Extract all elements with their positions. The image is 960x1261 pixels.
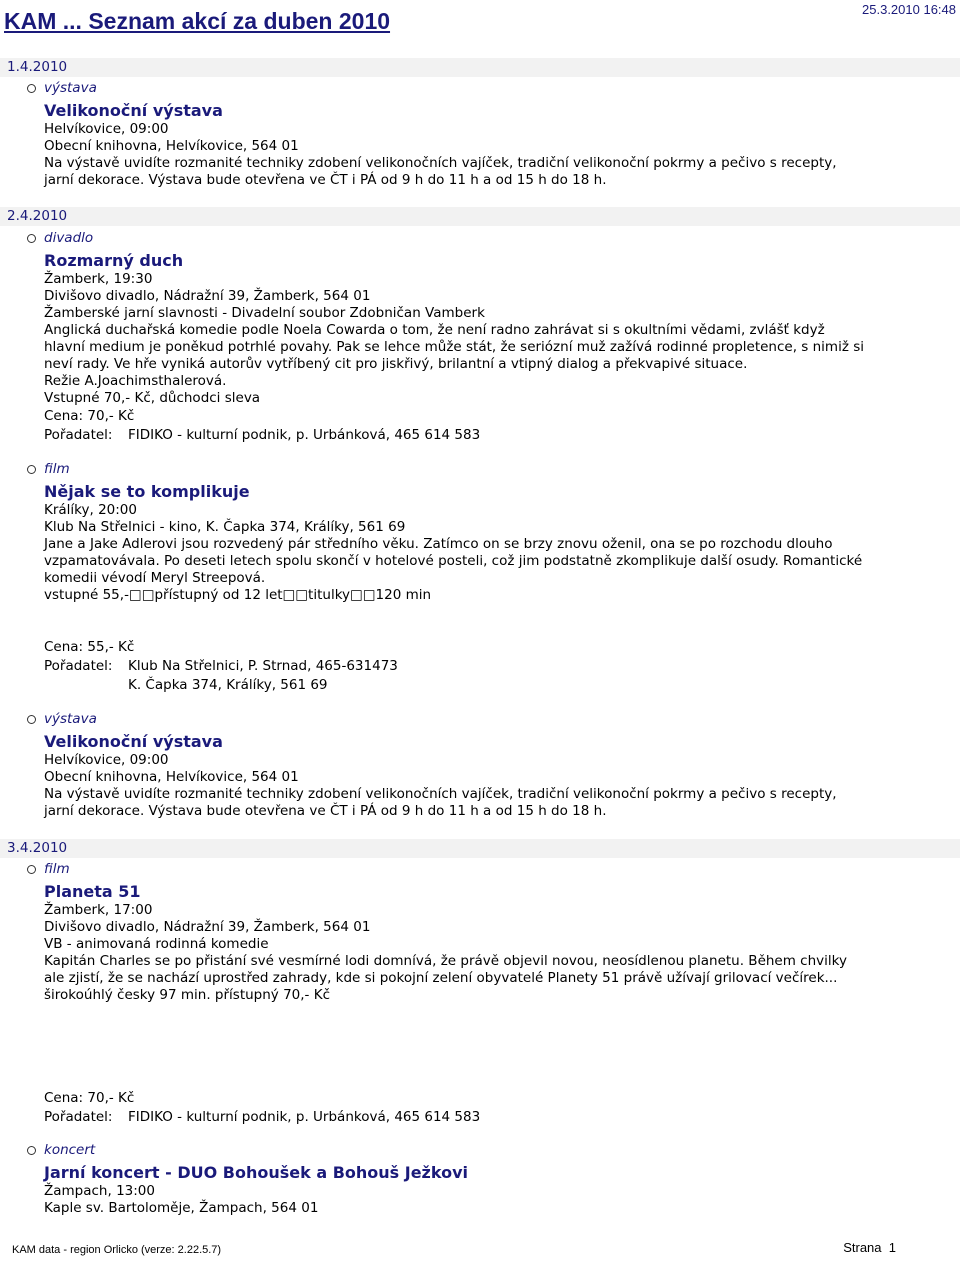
event-description: neví rady. Ve hře vyniká autorův vytříbený cit pro jiskřivý, brilantní a vtipný dialog a překvapivé situace. xyxy=(44,356,748,372)
page-indicator xyxy=(843,1240,896,1255)
event-venue: Obecní knihovna, Helvíkovice, 564 01 xyxy=(44,769,299,785)
event-category: divadlo xyxy=(44,230,94,246)
event-price: Cena: 55,- Kč xyxy=(44,639,135,655)
event-category: výstava xyxy=(44,80,97,96)
circle-bullet-icon xyxy=(27,84,36,93)
event-description: Žamberské jarní slavnosti - Divadelní soubor Zdobničan Vamberk xyxy=(44,305,485,321)
day-section xyxy=(0,207,960,226)
event-place-time: Helvíkovice, 09:00 xyxy=(44,121,169,137)
event-category: výstava xyxy=(44,711,97,727)
organizer-value: FIDIKO - kulturní podnik, p. Urbánková, 465 614 583 xyxy=(128,1109,481,1125)
event-title: Rozmarný duch xyxy=(44,251,184,270)
event-venue: Divišovo divadlo, Nádražní 39, Žamberk, 564 01 xyxy=(44,919,371,935)
organizer-label: Pořadatel: xyxy=(44,658,113,674)
event-place-time: Žamberk, 17:00 xyxy=(44,902,153,918)
event-category: koncert xyxy=(44,1142,96,1158)
day-section xyxy=(0,839,960,858)
circle-bullet-icon xyxy=(27,715,36,724)
day-header: 2.4.2010 xyxy=(0,207,960,226)
organizer-address: K. Čapka 374, Králíky, 561 69 xyxy=(128,677,328,693)
event-place-time: Žamberk, 19:30 xyxy=(44,271,153,287)
event-description: Jane a Jake Adlerovi jsou rozvedený pár středního věku. Zatímco on se brzy znovu oženil, ona se po rozchodu dlouho xyxy=(44,536,833,552)
event-price: Cena: 70,- Kč xyxy=(44,1090,135,1106)
event-venue: Obecní knihovna, Helvíkovice, 564 01 xyxy=(44,138,299,154)
event-description: Kapitán Charles se po přistání své vesmírné lodi domnívá, že právě objevil novou, neosídlenou planetu. Během chvilky xyxy=(44,953,847,969)
event-description: hlavní medium je poněkud potrhlé povahy. Pak se lehce může stát, že seriózní muž zažívá rodinné propletence, s nimiž si xyxy=(44,339,864,355)
event-place-time: Králíky, 20:00 xyxy=(44,502,137,518)
event-venue: Divišovo divadlo, Nádražní 39, Žamberk, 564 01 xyxy=(44,288,371,304)
organizer-label: Pořadatel: xyxy=(44,427,113,443)
event-price: Cena: 70,- Kč xyxy=(44,408,135,424)
event-description: Na výstavě uvidíte rozmanité techniky zdobení velikonočních vajíček, tradiční velikonoční pokrmy a pečivo s recepty, xyxy=(44,155,837,171)
event-description: jarní dekorace. Výstava bude otevřena ve ČT i PÁ od 9 h do 11 h a od 15 h do 18 h. xyxy=(44,803,607,819)
event-description: Vstupné 70,- Kč, důchodci sleva xyxy=(44,390,261,406)
circle-bullet-icon xyxy=(27,1146,36,1155)
circle-bullet-icon xyxy=(27,865,36,874)
event-description: širokoúhlý česky 97 min. přístupný 70,- Kč xyxy=(44,987,330,1003)
event-title: Velikonoční výstava xyxy=(44,101,223,120)
event-place-time: Žampach, 13:00 xyxy=(44,1183,155,1199)
event-description: Režie A.Joachimsthalerová. xyxy=(44,373,227,389)
event-description: vstupné 55,-□□přístupný od 12 let□□titulky□□120 min xyxy=(44,587,432,603)
organizer-value: Klub Na Střelnici, P. Strnad, 465-631473 xyxy=(128,658,398,674)
organizer-label: Pořadatel: xyxy=(44,1109,113,1125)
event-description: jarní dekorace. Výstava bude otevřena ve ČT i PÁ od 9 h do 11 h a od 15 h do 18 h. xyxy=(44,172,607,188)
footer-source: KAM data - region Orlicko (verze: 2.22.5.7) xyxy=(12,1244,222,1256)
event-venue: Kaple sv. Bartoloměje, Žampach, 564 01 xyxy=(44,1200,319,1216)
event-description: ale zjistí, že se nachází uprostřed zahrady, kde si pokojní zelení obyvatelé Planety 51 právě užívají grilovací večírek... xyxy=(44,970,838,986)
event-title: Nějak se to komplikuje xyxy=(44,482,250,501)
event-category: film xyxy=(44,861,70,877)
day-header: 1.4.2010 xyxy=(0,58,960,77)
event-description: vzpamatovávala. Po deseti letech spolu skončí v hotelové posteli, což jim podstatně zkomplikuje další osudy. Romantické xyxy=(44,553,863,569)
event-title: Velikonoční výstava xyxy=(44,732,223,751)
event-category: film xyxy=(44,461,70,477)
event-description: komedii vévodí Meryl Streepová. xyxy=(44,570,266,586)
page-title: KAM ... Seznam akcí za duben 2010 xyxy=(4,8,391,34)
timestamp: 25.3.2010 16:48 xyxy=(862,2,956,17)
circle-bullet-icon xyxy=(27,234,36,243)
page-number: 1 xyxy=(888,1240,896,1255)
day-section xyxy=(0,58,960,77)
event-title: Planeta 51 xyxy=(44,882,141,901)
event-venue: Klub Na Střelnici - kino, K. Čapka 374, Králíky, 561 69 xyxy=(44,519,406,535)
event-description: Na výstavě uvidíte rozmanité techniky zdobení velikonočních vajíček, tradiční velikonoční pokrmy a pečivo s recepty, xyxy=(44,786,837,802)
event-place-time: Helvíkovice, 09:00 xyxy=(44,752,169,768)
circle-bullet-icon xyxy=(27,465,36,474)
day-header: 3.4.2010 xyxy=(0,839,960,858)
event-description: VB - animovaná rodinná komedie xyxy=(44,936,269,952)
event-title: Jarní koncert - DUO Bohoušek a Bohouš Ježkovi xyxy=(44,1163,468,1182)
page-label: Strana xyxy=(843,1240,882,1255)
organizer-value: FIDIKO - kulturní podnik, p. Urbánková, 465 614 583 xyxy=(128,427,481,443)
event-description: Anglická duchařská komedie podle Noela Cowarda o tom, že není radno zahrávat si s okultními vědami, zvlášť když xyxy=(44,322,825,338)
